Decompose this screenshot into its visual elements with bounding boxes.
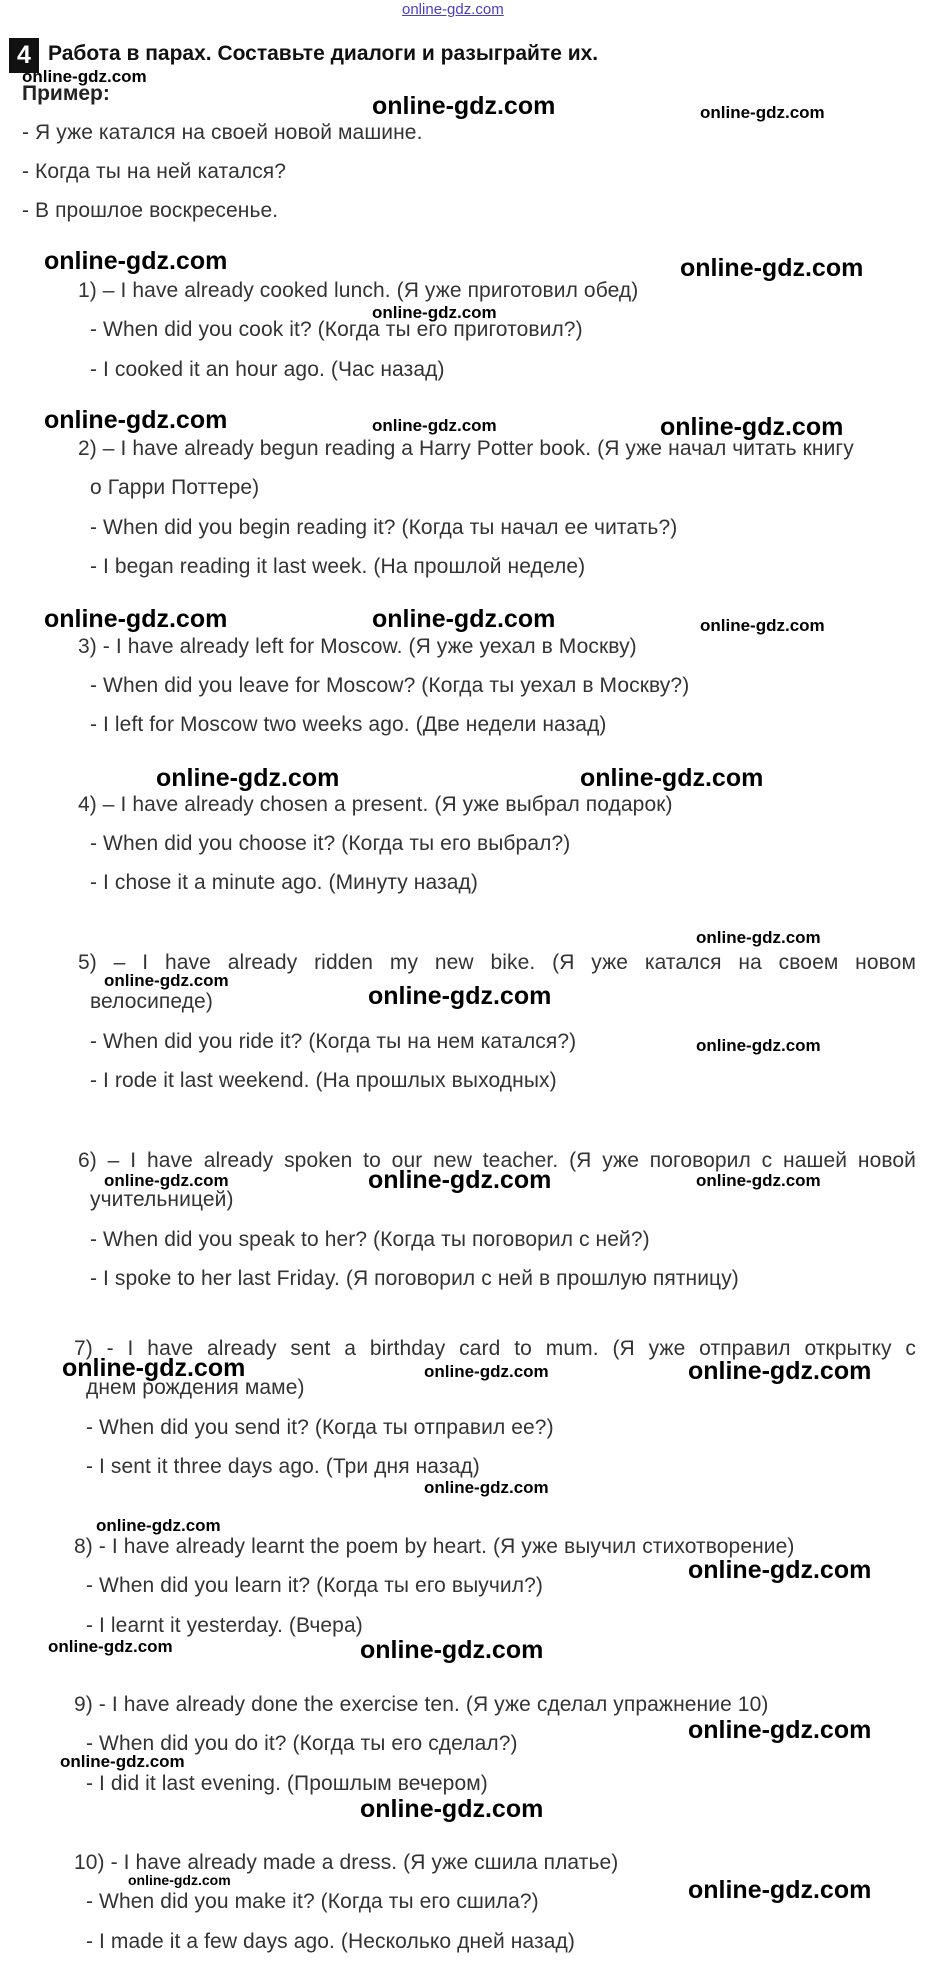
watermark-text: online-gdz.com (424, 1362, 549, 1381)
watermark-text: online-gdz.com (372, 416, 497, 435)
dialog-statement: 9) - I have already done the exercise ten. (Я уже сделал упражнение 10) (74, 1693, 769, 1716)
dialog-answer: - I rode it last weekend. (На прошлых выходных) (90, 1069, 557, 1092)
dialog-statement: 3) - I have already left for Moscow. (Я уже уехал в Москву) (78, 635, 637, 658)
dialog-statement: 5) – I have already ridden my new bike. (Я уже катался на своем новом (78, 951, 916, 974)
dialog-statement: 6) – I have already spoken to our new teacher. (Я уже поговорил с нашей новой (78, 1149, 916, 1172)
watermark-text: online-gdz.com (104, 1171, 229, 1190)
watermark-text: online-gdz.com (680, 254, 864, 282)
dialog-statement-continued: днем рождения маме) (86, 1376, 305, 1399)
task-title: Работа в парах. Составьте диалоги и разыграйте их. (48, 42, 599, 65)
dialog-question: - When did you speak to her? (Когда ты поговорил с ней?) (90, 1228, 650, 1251)
dialog-question: - When did you cook it? (Когда ты его приготовил?) (90, 318, 583, 341)
watermark-text: online-gdz.com (60, 1752, 185, 1771)
dialog-statement: 4) – I have already chosen a present. (Я уже выбрал подарок) (78, 793, 673, 816)
task-number-badge: 4 (9, 38, 39, 73)
watermark-text: online-gdz.com (372, 92, 556, 120)
watermark-text: online-gdz.com (580, 764, 764, 792)
watermark-text: online-gdz.com (372, 605, 556, 633)
watermark-text: online-gdz.com (696, 1171, 821, 1190)
watermark-text: online-gdz.com (44, 247, 228, 275)
watermark-text: online-gdz.com (688, 1357, 872, 1385)
watermark-text: online-gdz.com (660, 413, 844, 441)
watermark-text: online-gdz.com (22, 67, 147, 86)
watermark-text: online-gdz.com (360, 1795, 544, 1823)
watermark-text: online-gdz.com (368, 1166, 552, 1194)
dialog-question: - When did you begin reading it? (Когда ты начал ее читать?) (90, 516, 678, 539)
watermark-text: online-gdz.com (700, 103, 825, 122)
dialog-question: - When did you leave for Moscow? (Когда ты уехал в Москву?) (90, 674, 690, 697)
watermark-text: online-gdz.com (62, 1354, 246, 1382)
source-link[interactable]: online-gdz.com (402, 1, 504, 18)
dialog-statement: 8) - I have already learnt the poem by heart. (Я уже выучил стихотворение) (74, 1535, 795, 1558)
dialog-answer: - I cooked it an hour ago. (Час назад) (90, 358, 445, 381)
watermark-text: online-gdz.com (128, 1872, 231, 1888)
example-line: - Когда ты на ней катался? (22, 160, 287, 183)
watermark-text: online-gdz.com (104, 971, 229, 990)
dialog-question: - When did you learn it? (Когда ты его выучил?) (86, 1574, 543, 1597)
example-line: - Я уже катался на своей новой машине. (22, 121, 423, 144)
watermark-text: online-gdz.com (44, 406, 228, 434)
watermark-text: online-gdz.com (688, 1556, 872, 1584)
example-label: Пример: (22, 82, 110, 105)
dialog-answer: - I began reading it last week. (На прошлой неделе) (90, 555, 586, 578)
dialog-question: - When did you send it? (Когда ты отправил ее?) (86, 1416, 554, 1439)
dialog-answer: - I left for Moscow two weeks ago. (Две недели назад) (90, 713, 607, 736)
dialog-answer: - I learnt it yesterday. (Вчера) (86, 1614, 363, 1637)
watermark-text: online-gdz.com (156, 764, 340, 792)
dialog-statement: 2) – I have already begun reading a Harry Potter book. (Я уже начал читать книгу (78, 437, 854, 460)
dialog-answer: - I did it last evening. (Прошлым вечером) (86, 1772, 488, 1795)
dialog-question: - When did you choose it? (Когда ты его выбрал?) (90, 832, 571, 855)
watermark-text: online-gdz.com (696, 928, 821, 947)
watermark-text: online-gdz.com (360, 1636, 544, 1664)
watermark-text: online-gdz.com (696, 1036, 821, 1055)
watermark-text: online-gdz.com (44, 605, 228, 633)
dialog-question: - When did you make it? (Когда ты его сшила?) (86, 1890, 539, 1913)
watermark-text: online-gdz.com (372, 303, 497, 322)
watermark-text: online-gdz.com (700, 616, 825, 635)
dialog-answer: - I chose it a minute ago. (Минуту назад) (90, 871, 478, 894)
dialog-answer: - I spoke to her last Friday. (Я поговорил с ней в прошлую пятницу) (90, 1267, 739, 1290)
dialog-question: - When did you do it? (Когда ты его сделал?) (86, 1732, 518, 1755)
watermark-text: online-gdz.com (96, 1516, 221, 1535)
example-line: - В прошлое воскресенье. (22, 199, 279, 222)
dialog-statement: 1) – I have already cooked lunch. (Я уже приготовил обед) (78, 279, 639, 302)
dialog-statement: 7) - I have already sent a birthday card to mum. (Я уже отправил открытку с (74, 1337, 916, 1360)
watermark-text: online-gdz.com (368, 982, 552, 1010)
dialog-statement-continued: учительницей) (90, 1188, 234, 1211)
dialog-answer: - I made it a few days ago. (Несколько дней назад) (86, 1930, 575, 1953)
dialog-question: - When did you ride it? (Когда ты на нем катался?) (90, 1030, 577, 1053)
watermark-text: online-gdz.com (688, 1876, 872, 1904)
watermark-text: online-gdz.com (48, 1637, 173, 1656)
watermark-text: online-gdz.com (688, 1716, 872, 1744)
dialog-statement-continued: о Гарри Поттере) (90, 476, 260, 499)
dialog-statement-continued: велосипеде) (90, 990, 213, 1013)
dialog-answer: - I sent it three days ago. (Три дня назад) (86, 1455, 480, 1478)
dialog-statement: 10) - I have already made a dress. (Я уже сшила платье) (74, 1851, 619, 1874)
watermark-text: online-gdz.com (424, 1478, 549, 1497)
